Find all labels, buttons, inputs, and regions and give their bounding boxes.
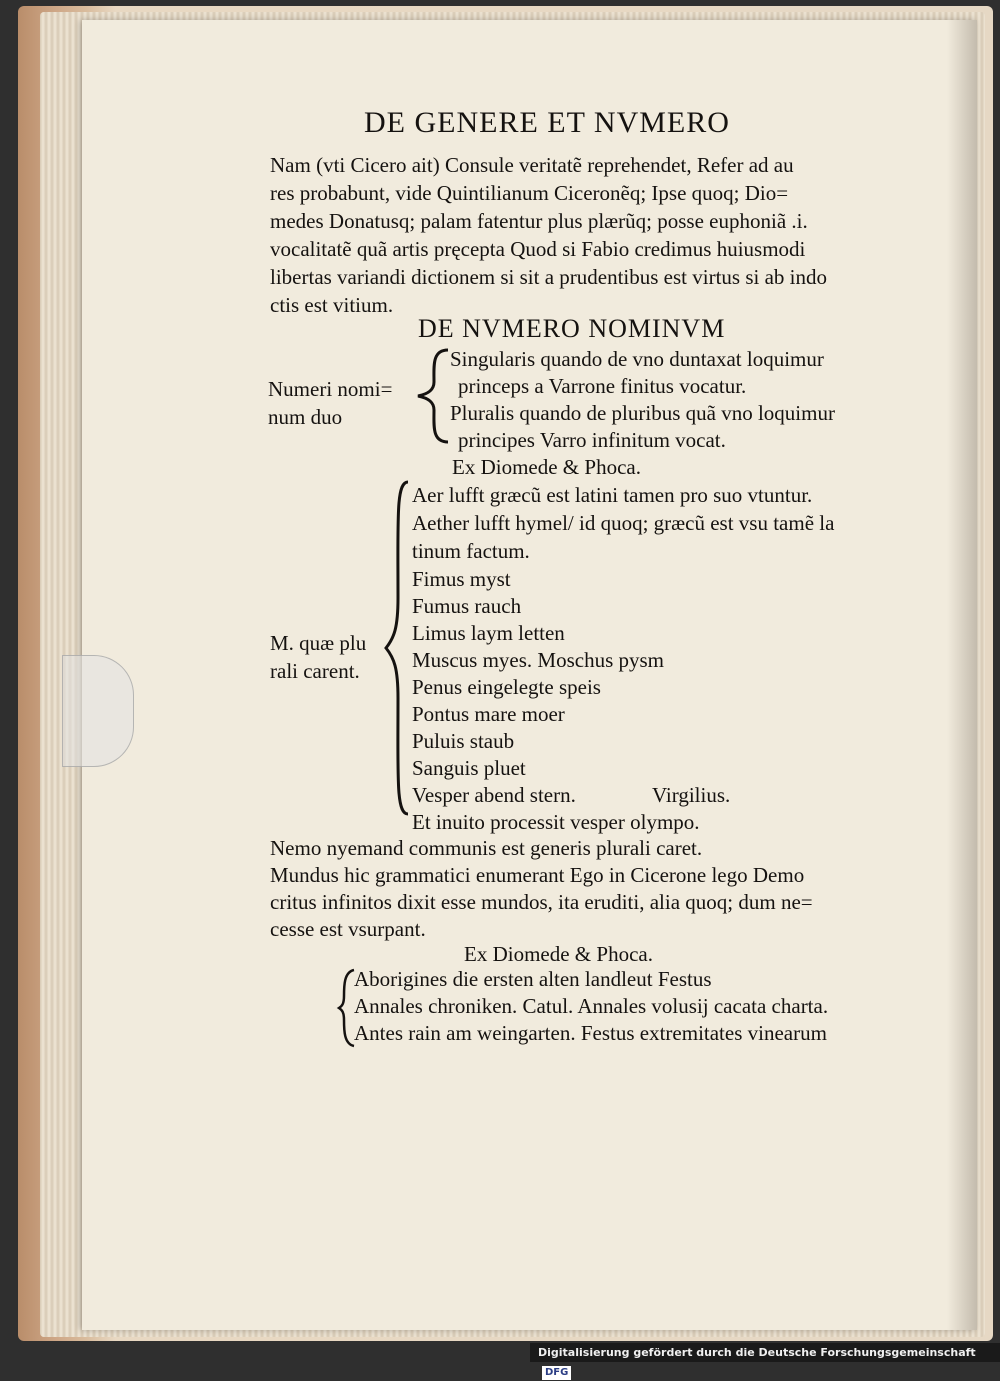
list-item: tinum factum. <box>412 539 530 563</box>
list-item: Sanguis pluet <box>412 756 526 780</box>
text-line: res probabunt, vide Quintilianum Ciceronẽq; Ipse quoq; Dio= <box>270 181 789 205</box>
text-line: vocalitatẽ quã artis pręcepta Quod si Fabio credimus huiusmodi <box>270 237 806 261</box>
spine-shadow <box>947 20 977 1330</box>
final-line: Annales chroniken. Catul. Annales volusij cacata charta. <box>354 994 829 1018</box>
text-line: medes Donatusq; palam fatentur plus plærũq; posse euphoniã .i. <box>270 209 808 233</box>
text-line: ctis est vitium. <box>270 293 394 317</box>
text-line: Mundus hic grammatici enumerant Ego in Cicerone lego Demo <box>270 863 805 887</box>
text-line: libertas variandi dictionem si sit a prudentibus est virtus si ab indo <box>270 265 827 289</box>
numeri-label: Numeri nomi= <box>268 377 393 401</box>
list-item: Aether lufft hymel/ id quoq; græcũ est vsu tamẽ la <box>412 511 835 535</box>
list-item: Muscus myes. Moschus pysm <box>412 648 665 672</box>
text-line: Nam (vti Cicero ait) Consule veritatẽ reprehendet, Refer ad au <box>270 153 794 177</box>
list-item: Puluis staub <box>412 729 515 753</box>
m-label: rali carent. <box>270 659 360 683</box>
text-line: Nemo nyemand communis est generis plurali caret. <box>270 836 703 860</box>
footer-bar <box>530 1343 1000 1378</box>
list-item: Limus laym letten <box>412 621 565 645</box>
numeri-line: princeps a Varrone finitus vocatur. <box>458 374 747 398</box>
m-label: M. quæ plu <box>270 631 367 655</box>
section-title: DE NVMERO NOMINVM <box>418 314 726 343</box>
final-line: Antes rain am weingarten. Festus extremitates vinearum <box>354 1021 827 1045</box>
list-item: Fimus myst <box>412 567 511 591</box>
text-line: cesse est vsurpant. <box>270 917 426 941</box>
footer-text: Digitalisierung gefördert durch die Deutsche Forschungsgemeinschaft <box>538 1346 976 1359</box>
page-clip <box>62 655 134 767</box>
numeri-label: num duo <box>268 405 343 429</box>
text-line: critus infinitos dixit esse mundos, ita eruditi, alia quoq; dum ne= <box>270 890 813 914</box>
list-item: Fumus rauch <box>412 594 522 618</box>
numeri-line: principes Varro infinitum vocat. <box>458 428 726 452</box>
numeri-line: Singularis quando de vno duntaxat loquimur <box>450 347 824 371</box>
list-item: Pontus mare moer <box>412 702 565 726</box>
dfg-logo-icon: DFG <box>542 1366 571 1380</box>
list-item: Penus eingelegte speis <box>412 675 601 699</box>
list-item: Aer lufft græcũ est latini tamen pro suo vtuntur. <box>412 483 813 507</box>
source-citation: Ex Diomede & Phoca. <box>464 942 653 966</box>
brace-m <box>382 478 412 818</box>
source-citation: Ex Diomede & Phoca. <box>452 455 641 479</box>
numeri-line: Pluralis quando de pluribus quã vno loquimur <box>450 401 835 425</box>
main-title: DE GENERE ET NVMERO <box>364 106 730 139</box>
virgilius-citation: Virgilius. <box>652 783 731 807</box>
brace-numeri <box>412 346 452 446</box>
book-page <box>82 20 977 1330</box>
final-line: Aborigines die ersten alten landleut Festus <box>354 967 712 991</box>
list-item: Vesper abend stern. <box>412 783 576 807</box>
virgil-quote: Et inuito processit vesper olympo. <box>412 810 700 834</box>
